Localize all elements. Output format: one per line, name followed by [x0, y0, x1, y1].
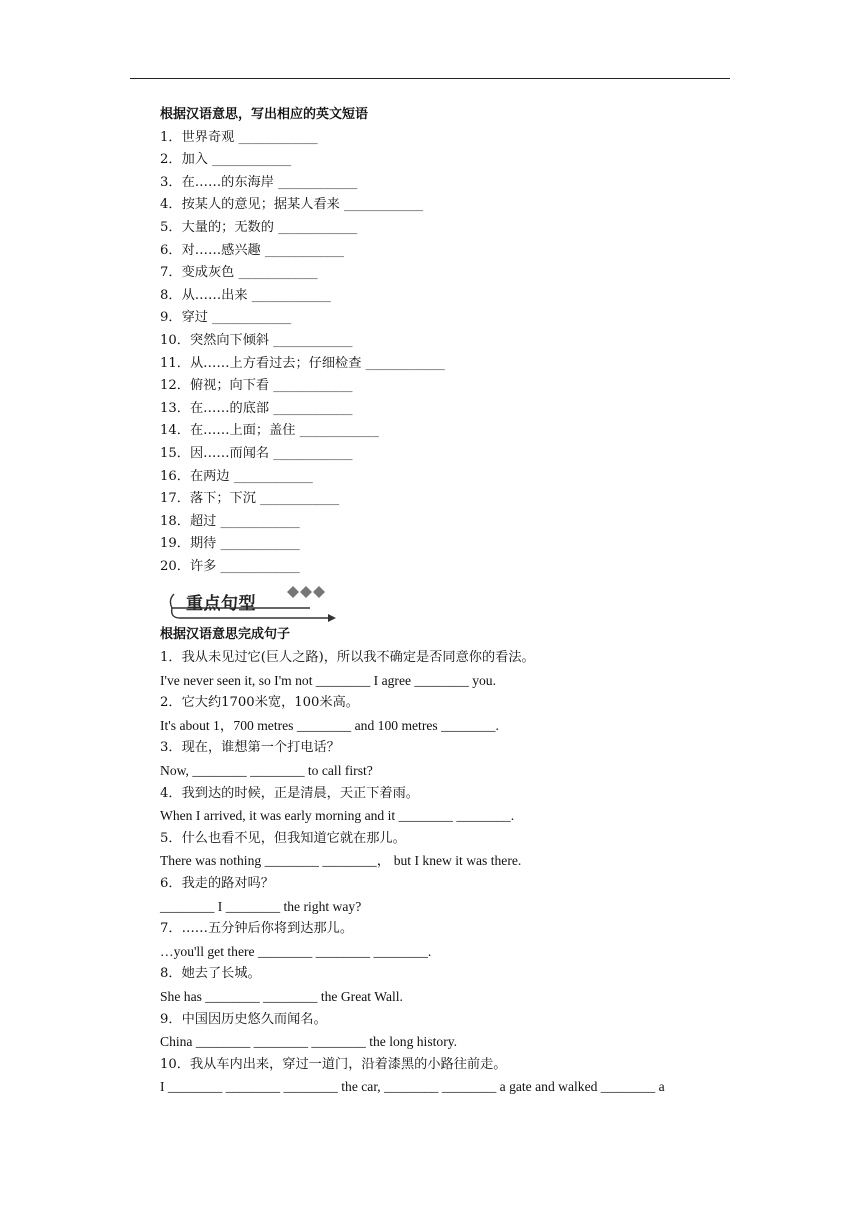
sentence-answer: I ________ ________ ________ the car, ________ ________ a gate and walked ________ a — [160, 1079, 665, 1095]
phrase-item: 18．超过 ____________ — [160, 513, 300, 529]
phrase-item: 3．在……的东海岸 ____________ — [160, 174, 358, 190]
header-rule — [130, 78, 730, 79]
sentence-answer: When I arrived, it was early morning and it ________ ________. — [160, 808, 515, 824]
sentence-list — [160, 647, 735, 1099]
phrase-item: 8．从……出来 ____________ — [160, 287, 331, 303]
sentence-prompt: 3．现在，谁想第一个打电话？ — [160, 740, 340, 756]
phrase-item: 5．大量的；无数的 ____________ — [160, 219, 358, 235]
phrase-item: 1．世界奇观 ____________ — [160, 129, 318, 145]
phrase-item: 17．落下；下沉 ____________ — [160, 491, 340, 507]
phrase-item: 14．在……上面；盖住 ____________ — [160, 423, 379, 439]
section2-heading: 根据汉语意思完成句子 — [160, 627, 291, 643]
sentence-answer: China ________ ________ ________ the long history. — [160, 1034, 458, 1050]
sentence-prompt: 9．中国因历史悠久而闻名。 — [160, 1011, 327, 1027]
sentence-prompt: 6．我走的路对吗？ — [160, 876, 274, 891]
phrase-item: 10．突然向下倾斜 ____________ — [160, 332, 353, 348]
sentence-answer: I've never seen it, so I'm not ________ I agree ________ you. — [160, 672, 496, 688]
sentence-answer: It's about 1，700 metres ________ and 100 metres ________. — [160, 717, 499, 733]
sentence-prompt: 7．……五分钟后你将到达那儿。 — [160, 921, 354, 937]
sentence-prompt: 10．我从车内出来，穿过一道门，沿着漆黑的小路往前走。 — [160, 1056, 507, 1072]
sentence-answer: ________ I ________ the right way? — [160, 898, 362, 914]
phrase-item: 9．穿过 ____________ — [160, 310, 292, 326]
phrase-item: 11．从……上方看过去；仔细检查 ____________ — [160, 355, 445, 371]
sentence-prompt: 1．我从未见过它(巨人之路)，所以我不确定是否同意你的看法。 — [160, 650, 535, 666]
sentence-answer: …you'll get there ________ ________ ________. — [160, 943, 432, 959]
phrase-item: 7．变成灰色 ____________ — [160, 265, 318, 281]
sentence-prompt: 8．她去了长城。 — [160, 966, 261, 982]
phrase-item: 20．许多 ____________ — [160, 558, 300, 574]
sentence-prompt: 2．它大约1700米宽，100米高。 — [160, 695, 359, 711]
phrase-item: 16．在两边 ____________ — [160, 468, 313, 484]
phrase-item: 2．加入 ____________ — [160, 152, 292, 168]
sentence-answer: There was nothing ________ ________， but I knew it was there. — [160, 853, 522, 869]
banner-title: 重点句型 — [186, 594, 256, 615]
phrase-list — [160, 127, 735, 579]
sentence-prompt: 4．我到达的时候，正是清晨，天正下着雨。 — [160, 785, 419, 801]
sentence-answer: Now, ________ ________ to call first? — [160, 763, 373, 779]
phrase-item: 4．按某人的意见；据某人看来 ____________ — [160, 197, 424, 213]
worksheet — [160, 104, 735, 1099]
section-banner — [160, 580, 735, 624]
phrase-item: 13．在……的底部 ____________ — [160, 400, 353, 416]
phrase-item: 15．因……而闻名 ____________ — [160, 445, 353, 461]
sentence-answer: She has ________ ________ the Great Wall. — [160, 988, 403, 1004]
phrase-item: 6．对……感兴趣 ____________ — [160, 242, 345, 258]
sentence-prompt: 5．什么也看不见，但我知道它就在那儿。 — [160, 830, 406, 846]
phrase-item: 19．期待 ____________ — [160, 536, 300, 552]
section1-heading: 根据汉语意思，写出相应的英文短语 — [160, 107, 369, 122]
phrase-item: 12．俯视；向下看 ____________ — [160, 378, 353, 394]
